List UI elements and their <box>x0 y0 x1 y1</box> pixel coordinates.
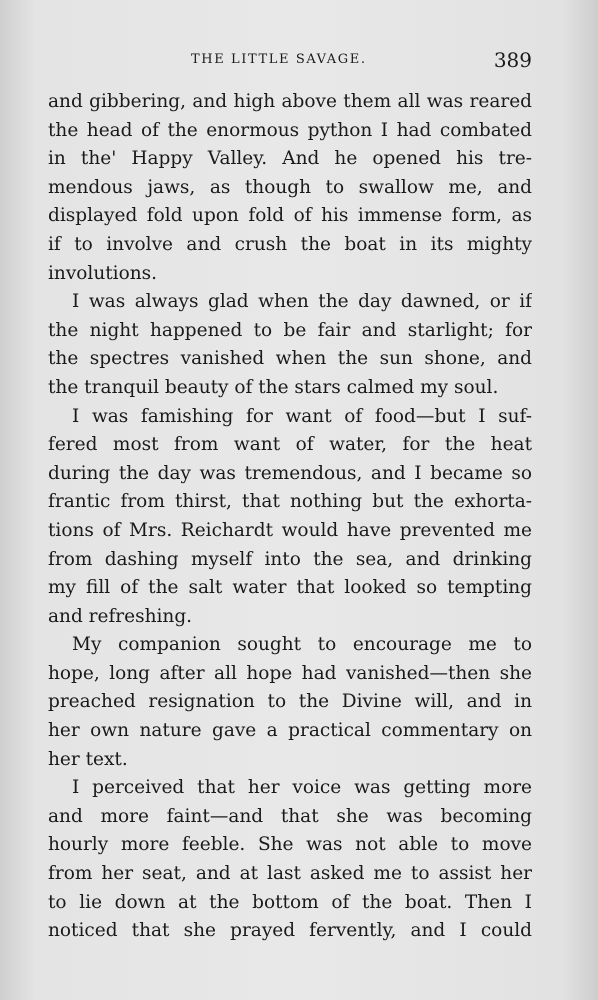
text-line: I was famishing for want of food—but I suf- <box>72 405 532 427</box>
paragraph <box>48 288 532 402</box>
text-line: My companion sought to encourage me to <box>72 634 532 656</box>
text-line: mendous jaws, as though to swallow me, and <box>48 176 532 198</box>
text-line: noticed that she prayed fervently, and I could <box>48 920 532 942</box>
body-text <box>48 88 532 946</box>
text-line: the head of the enormous python I had combated <box>48 119 532 141</box>
text-line: fered most from want of water, for the heat <box>48 434 532 456</box>
page-number: 389 <box>493 48 532 72</box>
text-line: preached resignation to the Divine will, and in <box>48 691 532 713</box>
text-line: and gibbering, and high above them all was reared <box>48 91 532 112</box>
text-line: from her seat, and at last asked me to assist her <box>48 863 532 885</box>
text-line: in the' Happy Valley. And he opened his tre- <box>48 148 532 170</box>
paragraph <box>48 88 532 288</box>
paragraph <box>48 403 532 632</box>
text-line: involutions. <box>48 262 158 284</box>
text-line: and more faint—and that she was becoming <box>48 805 532 827</box>
text-line: frantic from thirst, that nothing but the exhorta- <box>48 491 532 513</box>
text-line: hourly more feeble. She was not able to move <box>48 834 532 856</box>
paragraph <box>48 631 532 774</box>
text-line: the night happened to be fair and starlight; for <box>48 319 532 341</box>
text-line: tions of Mrs. Reichardt would have prevented me <box>48 519 532 541</box>
text-line: I perceived that her voice was getting more <box>72 777 532 799</box>
paragraph <box>48 774 532 946</box>
running-head <box>48 48 532 74</box>
text-line: hope, long after all hope had vanished—then she <box>48 662 532 684</box>
text-line: and refreshing. <box>48 605 193 627</box>
text-line: displayed fold upon fold of his immense form, as <box>48 205 532 227</box>
text-line: my fill of the salt water that looked so tempting <box>48 577 532 599</box>
text-line: from dashing myself into the sea, and drinking <box>48 548 532 570</box>
text-line: her text. <box>48 748 128 770</box>
text-line: the tranquil beauty of the stars calmed my soul. <box>48 376 499 398</box>
text-line: during the day was tremendous, and I became so <box>48 462 532 484</box>
text-line: her own nature gave a practical commentary on <box>48 720 532 742</box>
text-line: the spectres vanished when the sun shone, and <box>48 348 532 370</box>
running-title: THE LITTLE SAVAGE. <box>191 52 367 67</box>
text-line: if to involve and crush the boat in its mighty <box>48 233 532 255</box>
text-line: to lie down at the bottom of the boat. Then I <box>48 891 532 913</box>
text-line: I was always glad when the day dawned, or if <box>72 291 532 313</box>
